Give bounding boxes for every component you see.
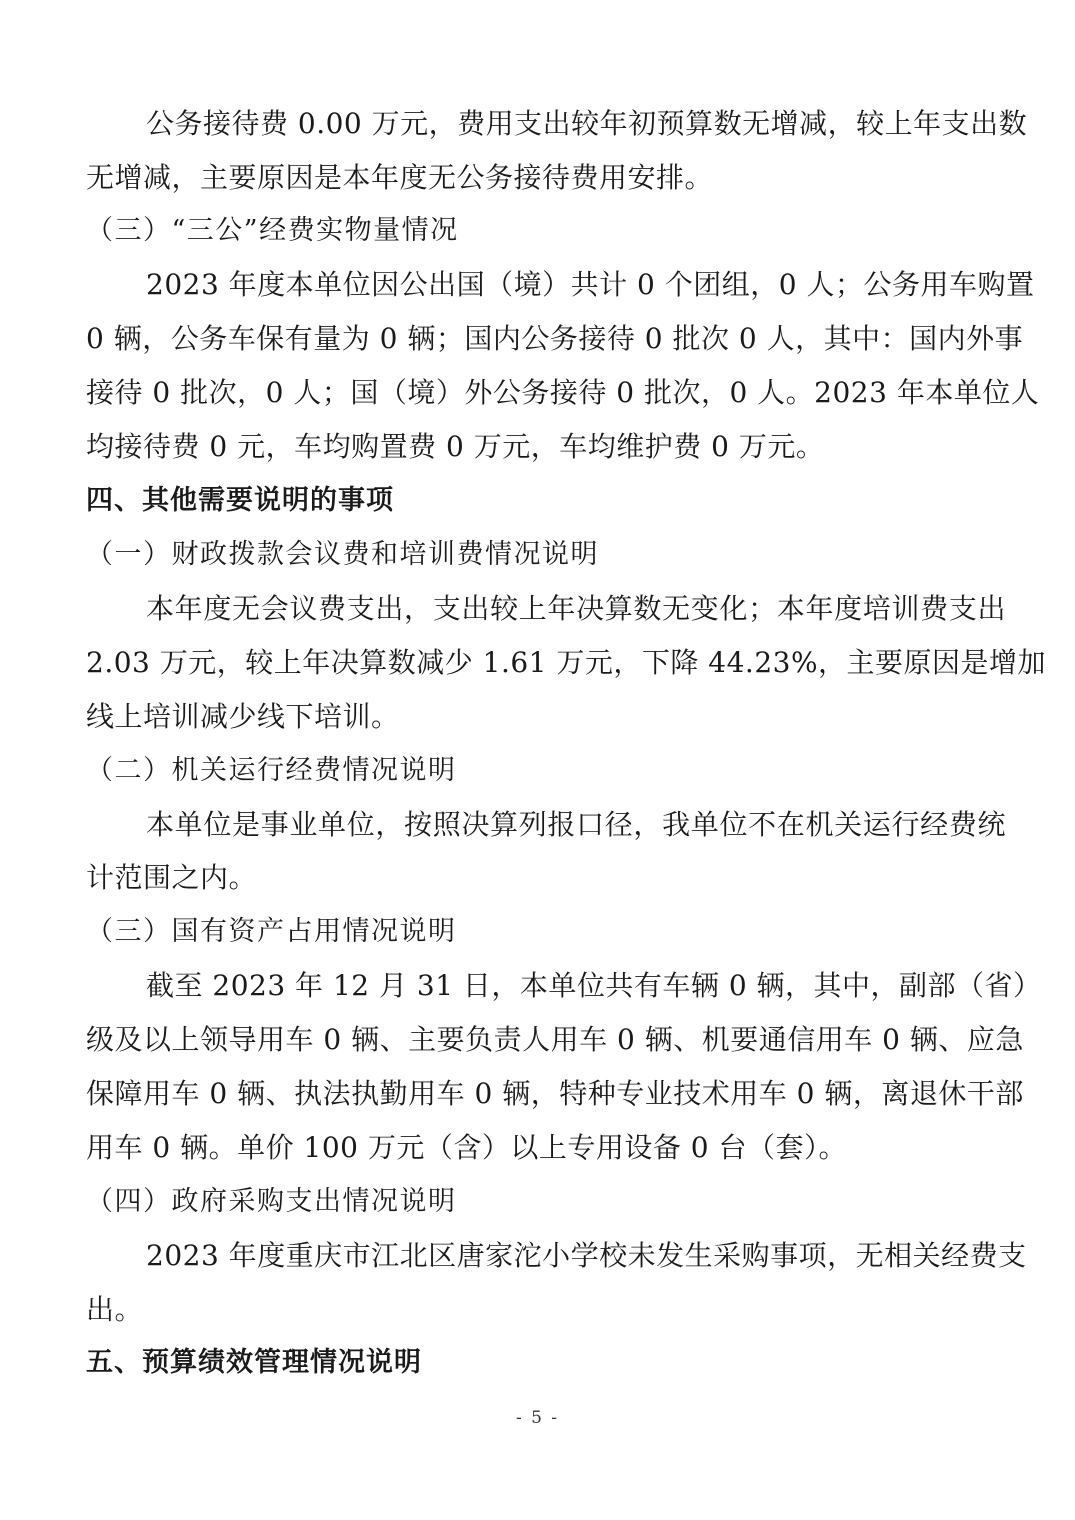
page-number: - 5 -: [515, 1408, 560, 1428]
paragraph-line: 保障用车 0 辆、执法执勤用车 0 辆，特种专业技术用车 0 辆，离退休干部: [86, 1077, 1024, 1110]
subsection-heading: （二）机关运行经费情况说明: [86, 755, 457, 786]
paragraph-line: 截至 2023 年 12 月 31 日，本单位共有车辆 0 辆，其中，副部（省）: [146, 969, 1042, 1002]
subsection-heading: （四）政府采购支出情况说明: [86, 1186, 457, 1217]
subsection-heading: （三）“三公”经费实物量情况: [86, 215, 459, 246]
paragraph-line: 无增减，主要原因是本年度无公务接待费用安排。: [86, 161, 714, 194]
paragraph-line: 接待 0 批次，0 人；国（境）外公务接待 0 批次，0 人。2023 年本单位人: [86, 376, 1040, 409]
paragraph-line: 用车 0 辆。单价 100 万元（含）以上专用设备 0 台（套）。: [86, 1131, 847, 1164]
paragraph-line: 2.03 万元，较上年决算数减少 1.61 万元，下降 44.23%，主要原因是增加: [86, 646, 1047, 679]
subsection-heading: （三）国有资产占用情况说明: [86, 916, 457, 947]
paragraph-line: 2023 年度重庆市江北区唐家沱小学校未发生采购事项，无相关经费支: [146, 1239, 1027, 1272]
paragraph-line: 计范围之内。: [86, 861, 258, 894]
paragraph-line: 级及以上领导用车 0 辆、主要负责人用车 0 辆、机要通信用车 0 辆、应急: [86, 1023, 1024, 1056]
paragraph-line: 本年度无会议费支出，支出较上年决算数无变化；本年度培训费支出: [146, 592, 1006, 625]
paragraph-line: 公务接待费 0.00 万元，费用支出较年初预算数无增减，较上年支出数: [146, 107, 1028, 140]
section-heading: 四、其他需要说明的事项: [86, 485, 394, 516]
paragraph-line: 0 辆，公务车保有量为 0 辆；国内公务接待 0 批次 0 人，其中：国内外事: [86, 322, 1024, 355]
paragraph-line: 线上培训减少线下培训。: [86, 700, 400, 733]
paragraph-line: 2023 年度本单位因公出国（境）共计 0 个团组，0 人；公务用车购置: [146, 268, 1035, 301]
subsection-heading: （一）财政拨款会议费和培训费情况说明: [86, 539, 599, 570]
paragraph-line: 本单位是事业单位，按照决算列报口径，我单位不在机关运行经费统: [146, 808, 1006, 841]
section-heading: 五、预算绩效管理情况说明: [86, 1347, 422, 1378]
paragraph-line: 出。: [86, 1293, 144, 1326]
paragraph-line: 均接待费 0 元，车均购置费 0 万元，车均维护费 0 万元。: [86, 430, 825, 463]
